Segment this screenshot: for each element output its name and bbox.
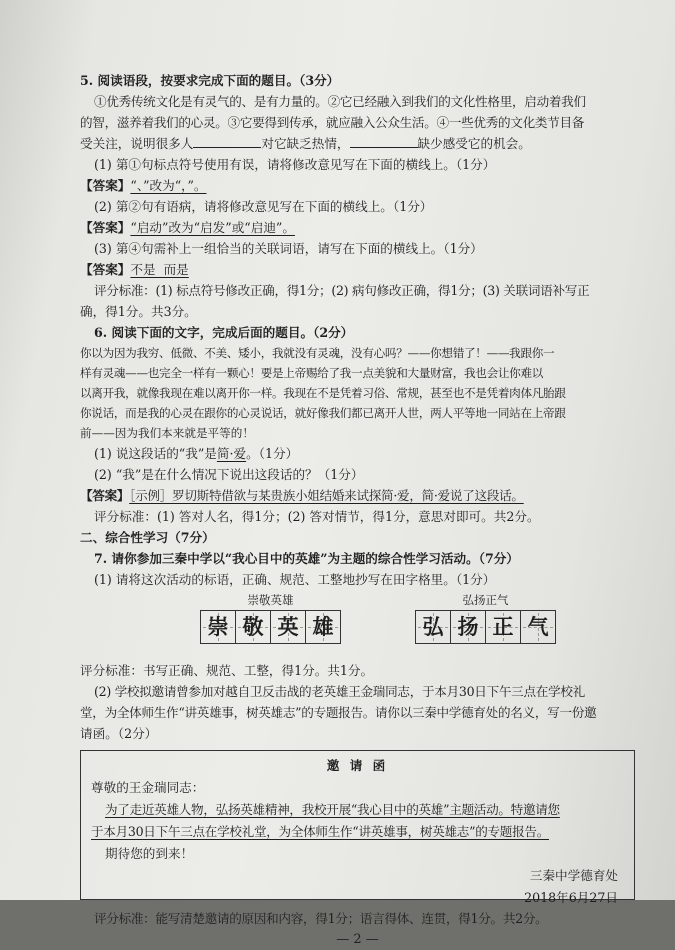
slogan-grid-2 <box>415 592 556 644</box>
q5-passage-line <box>80 133 635 154</box>
q5-answer3 <box>80 259 635 280</box>
tianzige-grid <box>200 610 341 644</box>
q7-title: 7. 请你参加三秦中学以“我心目中的英雄”为主题的综合性学习活动。（7分） <box>94 551 519 566</box>
q6-sub1-text: 。（1分） <box>246 446 299 461</box>
tianzige-grid <box>415 610 556 644</box>
fill-blank <box>350 135 418 148</box>
q5-answer2 <box>80 217 635 238</box>
q5-sub2: (2) 第②句有语病，请将修改意见写在下面的横线上。（1分） <box>94 199 433 214</box>
answer-text: ［示例］罗切斯特借欲与某贵族小姐结婚来试探简·爱，简·爱说了这段话。 <box>129 488 524 503</box>
q5-title: 5. 阅读语段，按要求完成下面的题目。（3分） <box>80 73 340 88</box>
q5-passage-line: ①优秀传统文化是有灵气的、是有力量的。②它已经融入到我们的文化性格里，启动着我们 <box>94 94 586 109</box>
q6-passage-line: 以离开我，就像我现在难以离开你一样。我现在不是凭着习俗、常规，甚至也不是凭着肉体凡胎跟 <box>80 386 566 400</box>
q6-answer <box>80 485 635 506</box>
q6-passage-line: 前——因为我们本来就是平等的！ <box>80 426 254 440</box>
letter-title: 邀 请 函 <box>326 758 389 773</box>
q6-sub1 <box>80 443 635 464</box>
grid-char: 英 <box>277 614 299 639</box>
tianzige-cell <box>201 611 236 643</box>
q6-sub2: (2) “我”是在什么情况下说出这段话的？（1分） <box>94 467 364 482</box>
q6-score: 评分标准：(1) 答对人名，得1分；(2) 答对情节，得1分，意思对即可。共2分。 <box>94 509 540 524</box>
letter-date: 2018年6月27日 <box>524 890 618 905</box>
q6-title: 6. 阅读下面的文字，完成后面的题目。（2分） <box>94 325 354 340</box>
slogan-caption: 弘扬正气 <box>462 593 509 607</box>
grid-char: 雄 <box>312 614 334 639</box>
q6-passage-line: 你说话，而是我的心灵在跟你的心灵说话，就好像我们都已离开人世，两人平等地一同站在上帝跟 <box>80 406 566 420</box>
fill-blank <box>193 135 261 148</box>
section-heading: 二、综合性学习（7分） <box>80 530 215 545</box>
tianzige-cell <box>306 611 340 643</box>
tianzige-cell <box>416 611 451 643</box>
q5-passage-part: 受关注，说明很多人 <box>80 136 194 151</box>
q5-sub3: (3) 第④句需补上一组恰当的关联词语，请写在下面的横线上。（1分） <box>94 241 483 256</box>
tianzige-cell <box>271 611 306 643</box>
q6-passage-line: 你以为因为我穷、低微、不美、矮小，我就没有灵魂，没有心吗？——你想错了！——我跟你一 <box>80 346 555 360</box>
page-number: — 2 — <box>336 932 379 947</box>
letter-body: 为了走近英雄人物，弘扬英雄精神，我校开展“我心目中的英雄”主题活动。特邀请您 <box>105 802 560 817</box>
q6-passage-line: 样有灵魂——也完全一样有一颗心！要是上帝赐给了我一点美貌和大量财富，我也会让你难以 <box>80 366 544 380</box>
answer-text: “启动”改为“启发”或“启迪”。 <box>130 220 295 235</box>
answer-text: 不是 而是 <box>130 262 189 277</box>
grid-char: 弘 <box>422 614 444 639</box>
q5-score: 评分标准：(1) 标点符号修改正确，得1分；(2) 病句修改正确，得1分；(3) 关联词语补写正 <box>94 283 590 298</box>
letter-body: 于本月30日下午三点在学校礼堂，为全体师生作“讲英雄事，树英雄志”的专题报告。 <box>91 824 549 839</box>
q5-sub1: (1) 第①句标点符号使用有误，请将修改意见写在下面的横线上。（1分） <box>94 157 496 172</box>
answer-tag: 【答案】 <box>80 178 131 193</box>
calligraphy-grid-row <box>80 592 635 656</box>
answer-tag: 【答案】 <box>80 220 131 235</box>
q5-score: 确，得1分。共3分。 <box>80 304 197 319</box>
grid-char: 扬 <box>457 614 479 639</box>
slogan-grid-1 <box>200 592 341 644</box>
grid-char: 敬 <box>242 614 264 639</box>
grid-char: 正 <box>492 614 514 639</box>
letter-greeting: 尊敬的王金瑞同志： <box>91 780 205 795</box>
q7-sub2-line: (2) 学校拟邀请曾参加对越自卫反击战的老英雄王金瑞同志，于本月30日下午三点在学校礼 <box>94 684 585 699</box>
q6-sub1-text: (1) 说这段话的“我”是 <box>94 446 217 461</box>
answer-text: “、”改为“，”。 <box>130 178 207 193</box>
q5-answer1 <box>80 175 635 196</box>
tianzige-cell <box>486 611 521 643</box>
exam-content <box>80 70 635 950</box>
tianzige-cell <box>451 611 486 643</box>
q7-sub1: (1) 请将这次活动的标语，正确、规范、工整地抄写在田字格里。（1分） <box>94 572 496 587</box>
q7-score1: 评分标准：书写正确、规范、工整，得1分。共1分。 <box>80 663 374 678</box>
q7-sub2-line: 请函。（2分） <box>80 726 158 741</box>
answer-text: 简·爱 <box>216 446 247 461</box>
invitation-letter-box <box>80 750 635 905</box>
grid-char: 气 <box>527 614 549 639</box>
letter-closing: 期待您的到来！ <box>105 846 194 861</box>
letter-sender: 三秦中学德育处 <box>529 868 618 883</box>
answer-tag: 【答案】 <box>80 262 131 277</box>
answer-tag: 【答案】 <box>80 488 130 503</box>
q7-sub2-line: 堂，为全体师生作“讲英雄事，树英雄志”的专题报告。请你以三秦中学德育处的名义，写一份邀 <box>80 705 597 720</box>
q7-score2: 评分标准：能写清楚邀请的原因和内容，得1分；语言得体、连贯，得1分。共2分。 <box>94 911 548 926</box>
tianzige-cell <box>521 611 555 643</box>
slogan-caption: 崇敬英雄 <box>247 593 294 607</box>
grid-char: 崇 <box>207 614 229 639</box>
q5-passage-part: 缺少感受它的机会。 <box>417 136 531 151</box>
q5-passage-line: 的智，滋养着我们的心灵。③它要得到传承，就应融入公众生活。④一些优秀的文化类节目备 <box>80 115 585 130</box>
q5-passage-part: 对它缺乏热情， <box>261 136 350 151</box>
tianzige-cell <box>236 611 271 643</box>
